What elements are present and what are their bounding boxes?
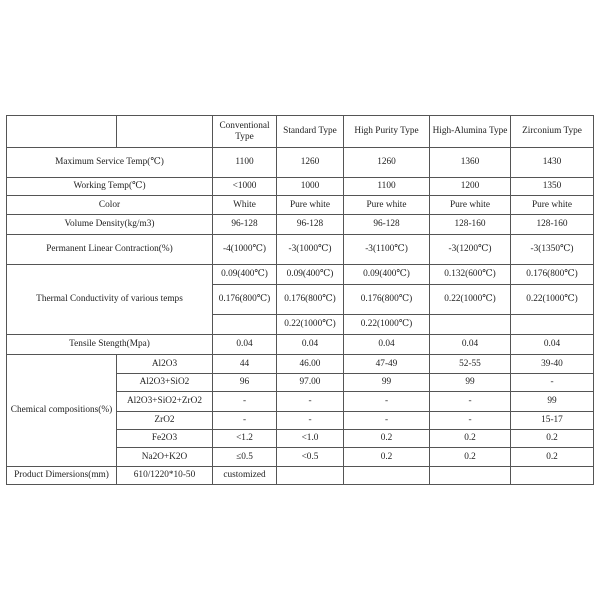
table-cell: 0.2	[511, 430, 594, 448]
table-cell: -	[511, 374, 594, 392]
table-cell: <1.2	[213, 430, 277, 448]
sub-row-label: Na2O+K2O	[117, 448, 213, 467]
table-cell	[277, 467, 344, 485]
table-cell: -4(1000℃)	[213, 235, 277, 265]
header-row	[7, 116, 594, 148]
row-label: Chemical compositions(%)	[7, 355, 117, 467]
table-cell: 610/1220*10-50	[117, 467, 213, 485]
table-cell: 0.04	[213, 335, 277, 355]
table-cell: 1100	[344, 178, 430, 196]
table-cell: 0.22(1000℃)	[511, 285, 594, 315]
table-cell: Pure white	[344, 196, 430, 215]
table-cell: 0.04	[511, 335, 594, 355]
sub-row-label: Al2O3+SiO2	[117, 374, 213, 392]
table-cell	[511, 315, 594, 335]
table-cell	[430, 467, 511, 485]
table-cell: -	[344, 392, 430, 412]
spec-table	[6, 115, 594, 485]
row-label: Working Temp(℃)	[7, 178, 213, 196]
max-service-temp-row	[7, 148, 594, 178]
table-cell: 0.09(400℃)	[213, 265, 277, 285]
table-cell: 128-160	[511, 215, 594, 235]
volume-density-row	[7, 215, 594, 235]
table-cell: 0.04	[430, 335, 511, 355]
table-cell: 0.176(800℃)	[213, 285, 277, 315]
table-cell	[213, 315, 277, 335]
column-header-standard: Standard Type	[277, 116, 344, 148]
table-cell: 96-128	[277, 215, 344, 235]
table-cell: 15-17	[511, 412, 594, 430]
table-cell: 0.176(800℃)	[277, 285, 344, 315]
table-cell: -	[213, 392, 277, 412]
table-cell: 0.176(800℃)	[511, 265, 594, 285]
header-corner-cell	[7, 116, 117, 148]
table-cell: 1360	[430, 148, 511, 178]
thermal-conductivity-row-1	[7, 265, 594, 285]
table-cell: 99	[511, 392, 594, 412]
table-cell: <1.0	[277, 430, 344, 448]
table-cell: -	[430, 412, 511, 430]
table-cell: White	[213, 196, 277, 215]
column-header-high-purity: High Purity Type	[344, 116, 430, 148]
table-cell: 96-128	[213, 215, 277, 235]
sub-row-label: Fe2O3	[117, 430, 213, 448]
sub-row-label: Al2O3	[117, 355, 213, 374]
table-cell: 97.00	[277, 374, 344, 392]
table-cell: 0.04	[344, 335, 430, 355]
table-cell: 0.09(400℃)	[344, 265, 430, 285]
table-cell: 0.132(600℃)	[430, 265, 511, 285]
tensile-strength-row	[7, 335, 594, 355]
row-label: Tensile Stength(Mpa)	[7, 335, 213, 355]
table-cell: -	[430, 392, 511, 412]
linear-contraction-row	[7, 235, 594, 265]
table-cell: 1350	[511, 178, 594, 196]
table-cell: 0.2	[344, 448, 430, 467]
table-cell: <1000	[213, 178, 277, 196]
table-cell: -	[213, 412, 277, 430]
row-label: Permanent Linear Contraction(%)	[7, 235, 213, 265]
table-cell: -3(1100℃)	[344, 235, 430, 265]
table-cell: 0.04	[277, 335, 344, 355]
sub-row-label: ZrO2	[117, 412, 213, 430]
working-temp-row	[7, 178, 594, 196]
product-dimensions-row	[7, 467, 594, 485]
table-cell: 0.2	[344, 430, 430, 448]
table-cell: 96-128	[344, 215, 430, 235]
sub-row-label: Al2O3+SiO2+ZrO2	[117, 392, 213, 412]
column-header-conventional: Conventional Type	[213, 116, 277, 148]
row-label: Volume Density(kg/m3)	[7, 215, 213, 235]
column-header-zirconium: Zirconium Type	[511, 116, 594, 148]
table-cell	[511, 467, 594, 485]
table-cell: 44	[213, 355, 277, 374]
table-cell: 0.09(400℃)	[277, 265, 344, 285]
table-cell: 52-55	[430, 355, 511, 374]
table-cell: -3(1200℃)	[430, 235, 511, 265]
table-cell: 0.2	[511, 448, 594, 467]
table-cell	[430, 315, 511, 335]
table-cell: Pure white	[430, 196, 511, 215]
table-cell: -	[277, 392, 344, 412]
table-cell: 1200	[430, 178, 511, 196]
table-cell: Pure white	[277, 196, 344, 215]
table-cell: 128-160	[430, 215, 511, 235]
table-cell: 96	[213, 374, 277, 392]
table-cell: 46.00	[277, 355, 344, 374]
table-cell: 99	[430, 374, 511, 392]
table-cell: 0.176(800℃)	[344, 285, 430, 315]
table-cell: 1260	[277, 148, 344, 178]
color-row	[7, 196, 594, 215]
table-cell: customized	[213, 467, 277, 485]
table-cell: <0.5	[277, 448, 344, 467]
header-corner-cell	[117, 116, 213, 148]
row-label: Thermal Conductivity of various temps	[7, 265, 213, 335]
table-cell: 0.22(1000℃)	[430, 285, 511, 315]
table-cell: -	[344, 412, 430, 430]
table-cell: 0.22(1000℃)	[277, 315, 344, 335]
chemical-row-al2o3	[7, 355, 594, 374]
table-cell: 0.2	[430, 430, 511, 448]
row-label: Product Dimersions(mm)	[7, 467, 117, 485]
row-label: Maximum Service Temp(℃)	[7, 148, 213, 178]
table-cell: 0.2	[430, 448, 511, 467]
row-label: Color	[7, 196, 213, 215]
table-cell: 99	[344, 374, 430, 392]
table-cell: Pure white	[511, 196, 594, 215]
table-cell: -3(1000℃)	[277, 235, 344, 265]
table-cell: -3(1350℃)	[511, 235, 594, 265]
table-cell: 0.22(1000℃)	[344, 315, 430, 335]
table-cell	[344, 467, 430, 485]
table-cell: ≤0.5	[213, 448, 277, 467]
table-cell: 39-40	[511, 355, 594, 374]
column-header-high-alumina: High-Alumina Type	[430, 116, 511, 148]
table-cell: 1000	[277, 178, 344, 196]
table-cell: -	[277, 412, 344, 430]
table-cell: 1260	[344, 148, 430, 178]
table-cell: 1430	[511, 148, 594, 178]
table-cell: 47-49	[344, 355, 430, 374]
table-cell: 1100	[213, 148, 277, 178]
